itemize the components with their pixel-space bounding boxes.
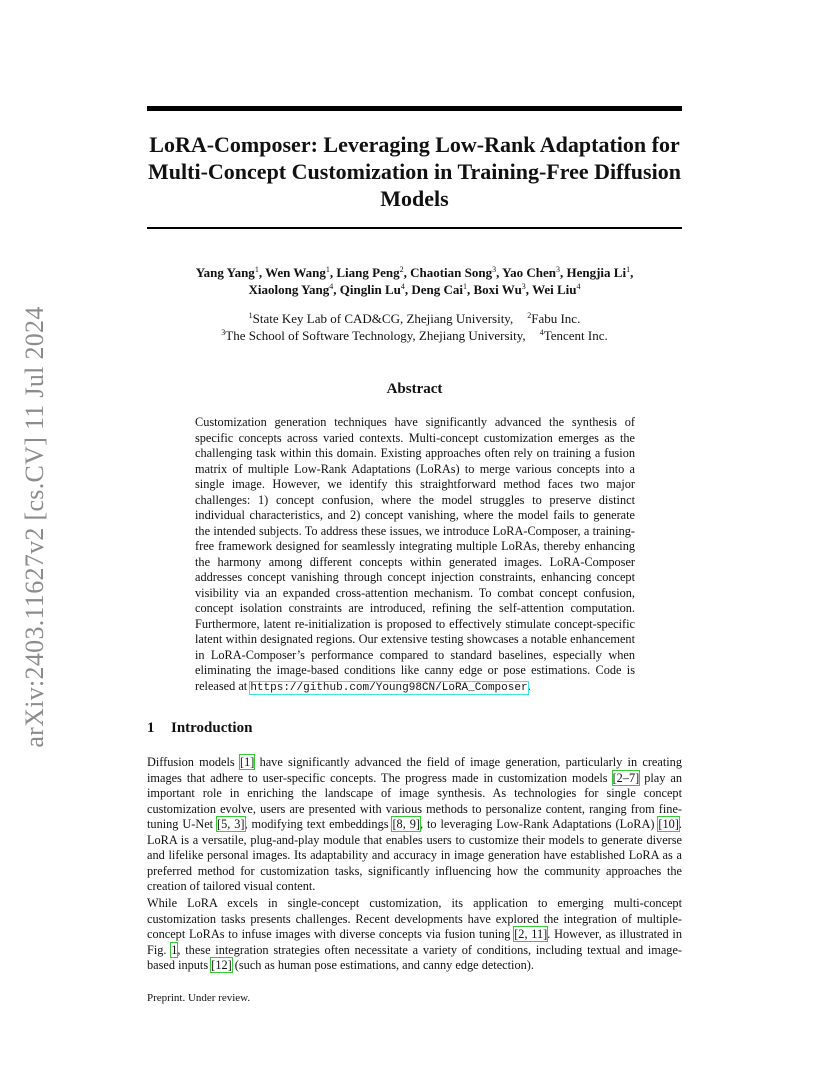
author-affiliation-mark: 1: [626, 265, 631, 274]
author-name: Xiaolong Yang: [248, 282, 330, 297]
section-title: Introduction: [171, 720, 253, 736]
author-name: Deng Cai: [411, 282, 463, 297]
section-number: 1: [147, 720, 155, 736]
title-top-rule: [147, 106, 682, 111]
author-separator: ,: [329, 265, 337, 280]
citation-link[interactable]: [1]: [239, 755, 255, 769]
author-name: Wen Wang: [265, 265, 326, 280]
affiliation-mark: 2: [527, 311, 532, 320]
title-bottom-rule: [147, 227, 682, 229]
author-affiliation-mark: 1: [463, 282, 467, 291]
citation-link[interactable]: [12]: [211, 958, 232, 972]
affiliation-text: State Key Lab of CAD&CG, Zhejiang University,: [252, 311, 514, 326]
paper-title: LoRA-Composer: Leveraging Low-Rank Adaptation for Multi-Concept Customization in Training-Free Diffusion Models: [148, 132, 681, 211]
author-line-2: [147, 281, 682, 298]
affiliation-mark: 3: [221, 328, 226, 337]
author-separator: ,: [630, 265, 634, 280]
affiliation-text: Fabu Inc.: [531, 311, 581, 326]
paragraph-text: play an important role in enriching the landscape of image synthesis. As technologies for single concept customization evolve, users are presented with various methods to personalize content, ranging from fine-tuning U-Net: [147, 770, 682, 831]
affiliation-line-1: [147, 310, 682, 327]
author-separator: ,: [258, 265, 266, 280]
intro-paragraph-2: [147, 896, 682, 974]
citation-link[interactable]: [5, 3]: [217, 817, 245, 831]
author-separator: ,: [467, 282, 474, 297]
author-affiliation-mark: 4: [576, 282, 581, 291]
citation-link[interactable]: 1: [171, 942, 178, 957]
author-affiliation-mark: 1: [254, 265, 259, 274]
author-affiliation-mark: 3: [555, 265, 560, 274]
author-separator: ,: [525, 282, 533, 297]
paragraph-text: , to leveraging Low-Rank Adaptations (LoRA): [419, 817, 659, 831]
paragraph-text: . LoRA is a versatile, plug-and-play module that enables users to customize their models to generate diverse and lifelike personal images. Its adaptability and accuracy in image generation have established LoRA as a preferred method for customization tasks, significantly influencing how the community approaches the creation of tailored visual content.: [147, 817, 682, 893]
citation-link[interactable]: [2–7]: [612, 770, 640, 785]
abstract-body: [195, 415, 635, 696]
author-separator: ,: [404, 282, 412, 297]
paragraph-text: have significantly advanced the field of image generation, particularly in creating images that adhere to user-specific concepts. The progress made in customization models: [147, 755, 682, 785]
author-affiliation-mark: 1: [325, 265, 330, 274]
author-list: [147, 264, 682, 298]
citation-link[interactable]: [8, 9]: [392, 817, 420, 831]
author-affiliation-mark: 4: [400, 282, 405, 291]
footer-note: Preprint. Under review.: [147, 992, 251, 1004]
author-affiliation-mark: 4: [329, 282, 334, 291]
intro-paragraph-1: [147, 755, 682, 895]
author-name: Liang Peng: [336, 265, 400, 280]
author-name: Qinglin Lu: [339, 282, 401, 297]
author-separator: ,: [496, 265, 503, 280]
code-url-link[interactable]: https://github.com/Young98CN/LoRA_Composer: [250, 681, 528, 694]
paragraph-text: While LoRA excels in single-concept customization, its application to emerging multi-concept customization tasks presents challenges. Recent developments have explored the integration of multiple-concept LoRAs to infuse images with diverse concepts via fusion tuning: [147, 896, 682, 941]
affiliation-mark: 4: [539, 328, 544, 337]
paragraph-text: , modifying text embeddings: [244, 817, 393, 831]
author-name: Wei Liu: [532, 282, 577, 297]
citation-link[interactable]: [2, 11]: [514, 927, 548, 941]
author-line-1: [147, 264, 682, 281]
author-name: Hengjia Li: [566, 265, 627, 280]
arxiv-identifier-stamp: [18, 295, 52, 758]
author-name: Boxi Wu: [473, 282, 522, 297]
affiliation-text: The School of Software Technology, Zhejiang University,: [225, 328, 526, 343]
affiliation-text: Tencent Inc.: [543, 328, 608, 343]
abstract-end: .: [527, 678, 531, 693]
paragraph-text: (such as human pose estimations, and canny edge detection).: [231, 958, 534, 972]
affiliation-line-2: [147, 327, 682, 344]
paragraph-text: Diffusion models: [147, 755, 240, 769]
author-name: Chaotian Song: [410, 265, 493, 280]
abstract-text: Customization generation techniques have significantly advanced the synthesis of specific concepts across varied contexts. Multi-concept customization emerges as the challenging task within this domain. Existing approaches often rely on training a fusion matrix of multiple Low-Rank Adaptations (LoRAs) to merge various concepts into a single image. However, we identify this straightforward method faces two major challenges: 1) concept confusion, where the model struggles to preserve distinct individual characteristics, and 2) concept vanishing, where the model fails to generate the intended subjects. To address these issues, we introduce LoRA-Composer, a training-free framework designed for seamlessly integrating multiple LoRAs, thereby enhancing the harmony among different concepts within generated images. LoRA-Composer addresses concept vanishing through concept injection constraints, enhancing concept visibility via an expanded cross-attention mechanism. To combat concept confusion, concept isolation constraints are introduced, refining the self-attention computation. Furthermore, latent re-initialization is proposed to effectively stimulate concept-specific latent within designated regions. Our extensive testing showcases a notable enhancement in LoRA-Composer’s performance compared to standard baselines, especially when eliminating the image-based conditions like canny edge or pose estimations. Code is released at: [195, 415, 635, 693]
paragraph-text: , these integration strategies often necessitate a variety of conditions, including textual and image-based inputs: [147, 942, 683, 972]
author-affiliation-mark: 3: [492, 265, 497, 274]
arxiv-id: arXiv:2403.11627v2 [cs.CV] 11 Jul 2024: [20, 305, 49, 748]
affiliations: [147, 310, 682, 344]
section-heading-introduction: [147, 719, 252, 738]
citation-link[interactable]: [10]: [658, 817, 679, 831]
author-separator: ,: [403, 265, 411, 280]
author-affiliation-mark: 3: [521, 282, 526, 291]
affiliation-mark: 1: [248, 311, 253, 320]
abstract-heading: Abstract: [386, 381, 443, 397]
author-separator: ,: [559, 265, 567, 280]
author-affiliation-mark: 2: [399, 265, 404, 274]
paragraph-text: . However, as illustrated in Fig.: [147, 927, 682, 957]
author-name: Yao Chen: [502, 265, 556, 280]
author-name: Yang Yang: [195, 265, 255, 280]
author-separator: ,: [333, 282, 340, 297]
